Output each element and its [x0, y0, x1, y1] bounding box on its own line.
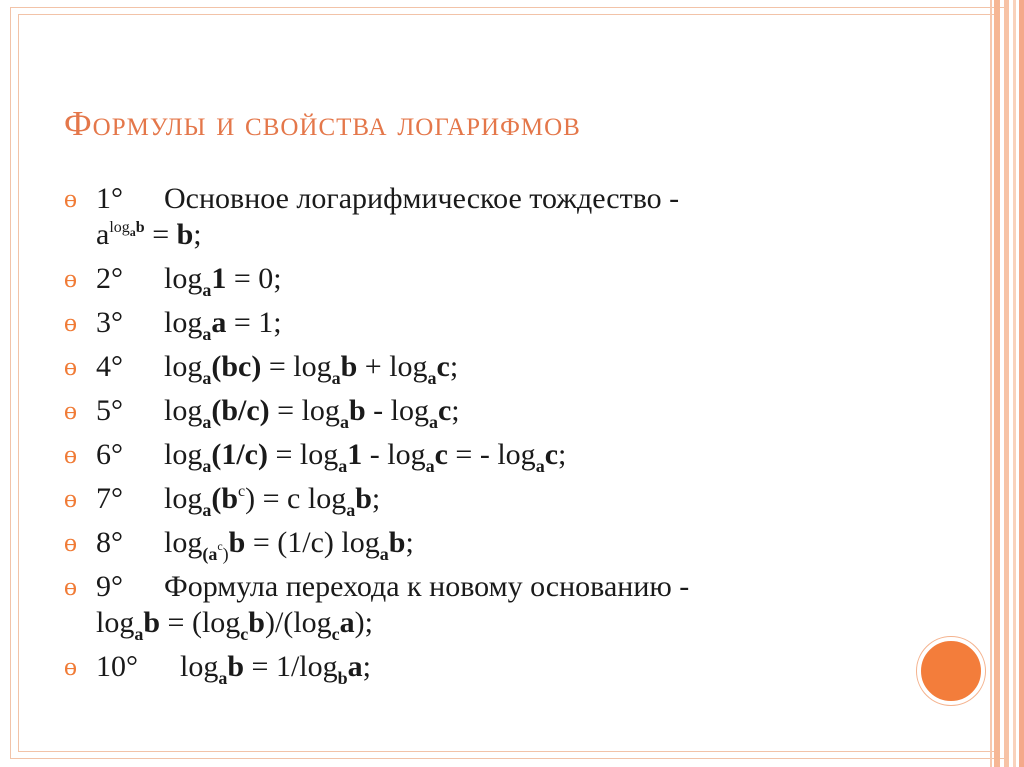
- item-number: 7°: [96, 482, 123, 515]
- item-number: 4°: [96, 350, 123, 383]
- list-item: [64, 305, 914, 344]
- formula: $\log_ab = (\log_cb)/(\log_ca)$;: [96, 606, 373, 644]
- list-item: [64, 649, 914, 688]
- item-number: 2°: [96, 262, 123, 295]
- item-number: 10°: [96, 650, 138, 683]
- decorative-circle: [917, 637, 985, 705]
- formula: $\log_aa = 1$;: [164, 306, 282, 344]
- list-item: [64, 181, 914, 253]
- list-item: [64, 261, 914, 300]
- item-number: 5°: [96, 394, 123, 427]
- bullet-icon: ɵ: [64, 184, 77, 213]
- formula: $\log_a(1/c) = \log_a1 - \log_ac$ = - $\log_ac$;: [164, 438, 567, 476]
- list-item: [64, 349, 914, 388]
- list-item: [64, 481, 914, 520]
- bullet-icon: ɵ: [64, 652, 77, 681]
- formula: $\log_ab = 1/\log_ba$;: [180, 650, 371, 688]
- formula-list: [64, 181, 914, 693]
- item-number: 1°: [96, 182, 123, 215]
- item-number: 3°: [96, 306, 123, 339]
- formula: $\log_{(a^c)}b = (1/c)$ $\log_ab$;: [164, 526, 414, 564]
- formula: $a^{log_ab} = b$;: [96, 218, 202, 251]
- decorative-stripes: [986, 0, 1024, 767]
- bullet-icon: ɵ: [64, 572, 77, 601]
- formula: $\log_a1 = 0$;: [164, 262, 282, 300]
- item-number: 9°: [96, 570, 123, 603]
- bullet-icon: ɵ: [64, 264, 77, 293]
- item-text: Основное логарифмическое тождество -: [164, 182, 680, 215]
- bullet-icon: ɵ: [64, 484, 77, 513]
- item-number: 8°: [96, 526, 123, 559]
- bullet-icon: ɵ: [64, 528, 77, 557]
- list-item: [64, 525, 914, 564]
- formula: $\log_a(b/c) = \log_ab - \log_ac$;: [164, 394, 460, 432]
- slide-title: Формулы и свойства логарифмов: [64, 104, 581, 143]
- bullet-icon: ɵ: [64, 352, 77, 381]
- bullet-icon: ɵ: [64, 308, 77, 337]
- list-item: [64, 569, 914, 644]
- item-number: 6°: [96, 438, 123, 471]
- item-text: Формула перехода к новому основанию -: [164, 570, 690, 603]
- formula: $\log_a(b^c) = c$ $\log_ab$;: [164, 482, 381, 520]
- list-item: [64, 437, 914, 476]
- formula: $\log_a(bc) = \log_ab + \log_ac$;: [164, 350, 459, 388]
- list-item: [64, 393, 914, 432]
- bullet-icon: ɵ: [64, 396, 77, 425]
- bullet-icon: ɵ: [64, 440, 77, 469]
